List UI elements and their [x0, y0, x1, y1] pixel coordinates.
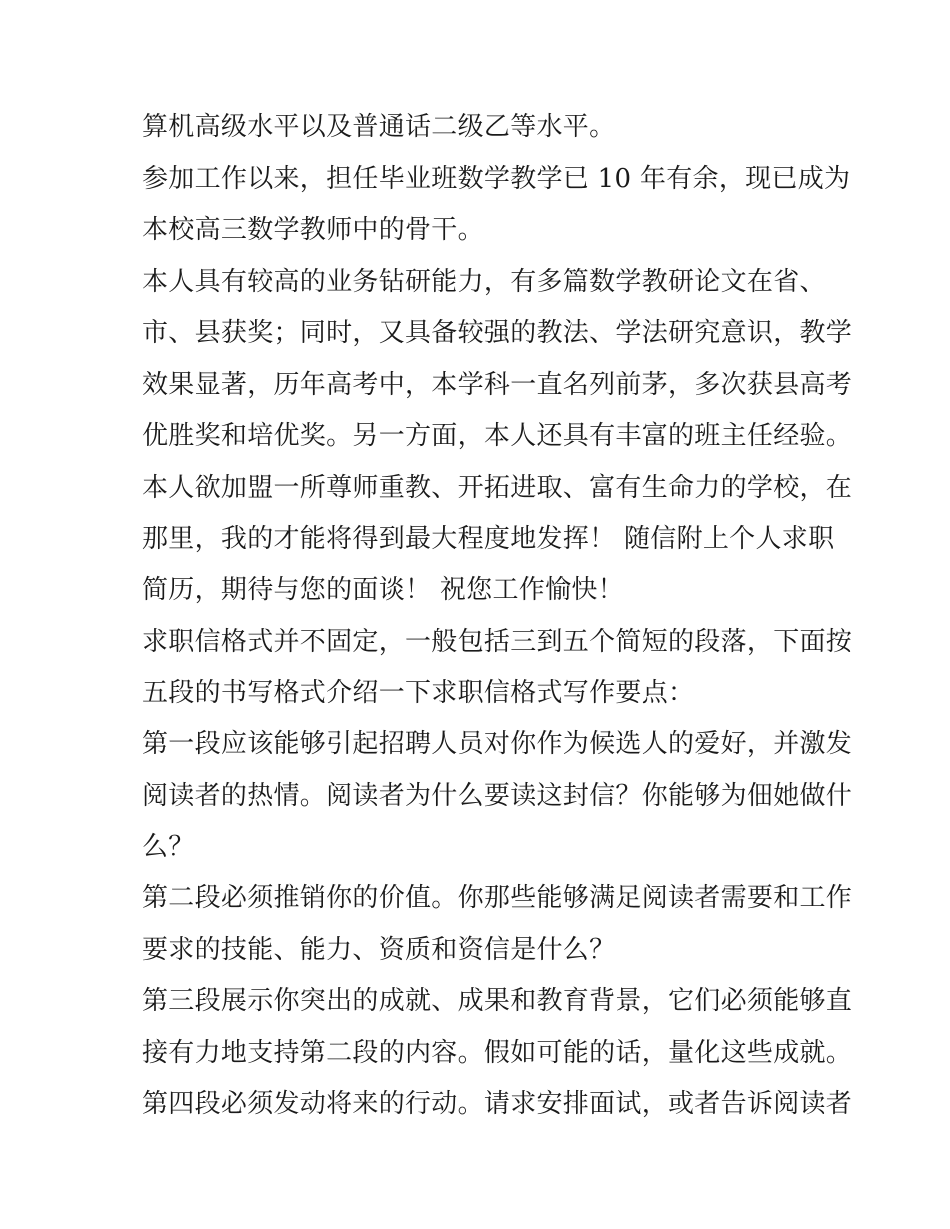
text-line: 参加工作以来，担任毕业班数学教学已 10 年有余，现已成为: [142, 164, 851, 194]
text-line: 效果显著，历年高考中，本学科一直名列前茅，多次获县高考: [142, 370, 853, 400]
text-line: 接有力地支持第二段的内容。假如可能的话，量化这些成就。: [142, 1038, 853, 1068]
text-line: 要求的技能、能力、资质和资信是什么？: [142, 935, 616, 965]
text-line: 第二段必须推销你的价值。你那些能够满足阅读者需要和工作: [142, 883, 853, 913]
text-line: 本人具有较高的业务钻研能力，有多篇数学教研论文在省、: [142, 267, 826, 297]
text-line: 第四段必须发动将来的行动。请求安排面试，或者告诉阅读者: [142, 1089, 853, 1119]
text-line: 求职信格式并不固定，一般包括三到五个简短的段落，下面按: [142, 627, 853, 657]
text-line: 简历，期待与您的面谈！ 祝您工作愉快！: [142, 575, 624, 605]
text-line: 第三段展示你突出的成就、成果和教育背景，它们必须能够直: [142, 986, 853, 1016]
text-line: 五段的书写格式介绍一下求职信格式写作要点：: [142, 678, 695, 708]
text-line: 那里，我的才能将得到最大程度地发挥！ 随信附上个人求职: [142, 524, 835, 554]
text-line: 优胜奖和培优奖。另一方面，本人还具有丰富的班主任经验。: [142, 421, 853, 451]
text-line: 市、县获奖；同时，又具备较强的教法、学法研究意识，教学: [142, 318, 853, 348]
text-line: 本校高三数学教师中的骨干。: [142, 215, 484, 245]
text-line: 阅读者的热情。阅读者为什么要读这封信？你能够为佃她做什: [142, 781, 853, 811]
text-line: 算机高级水平以及普通话二级乙等水平。: [142, 112, 616, 142]
text-line: 第一段应该能够引起招聘人员对你作为候选人的爱好，并激发: [142, 729, 853, 759]
text-line: 本人欲加盟一所尊师重教、开拓进取、富有生命力的学校，在: [142, 473, 853, 503]
text-line: 么？: [142, 832, 195, 862]
